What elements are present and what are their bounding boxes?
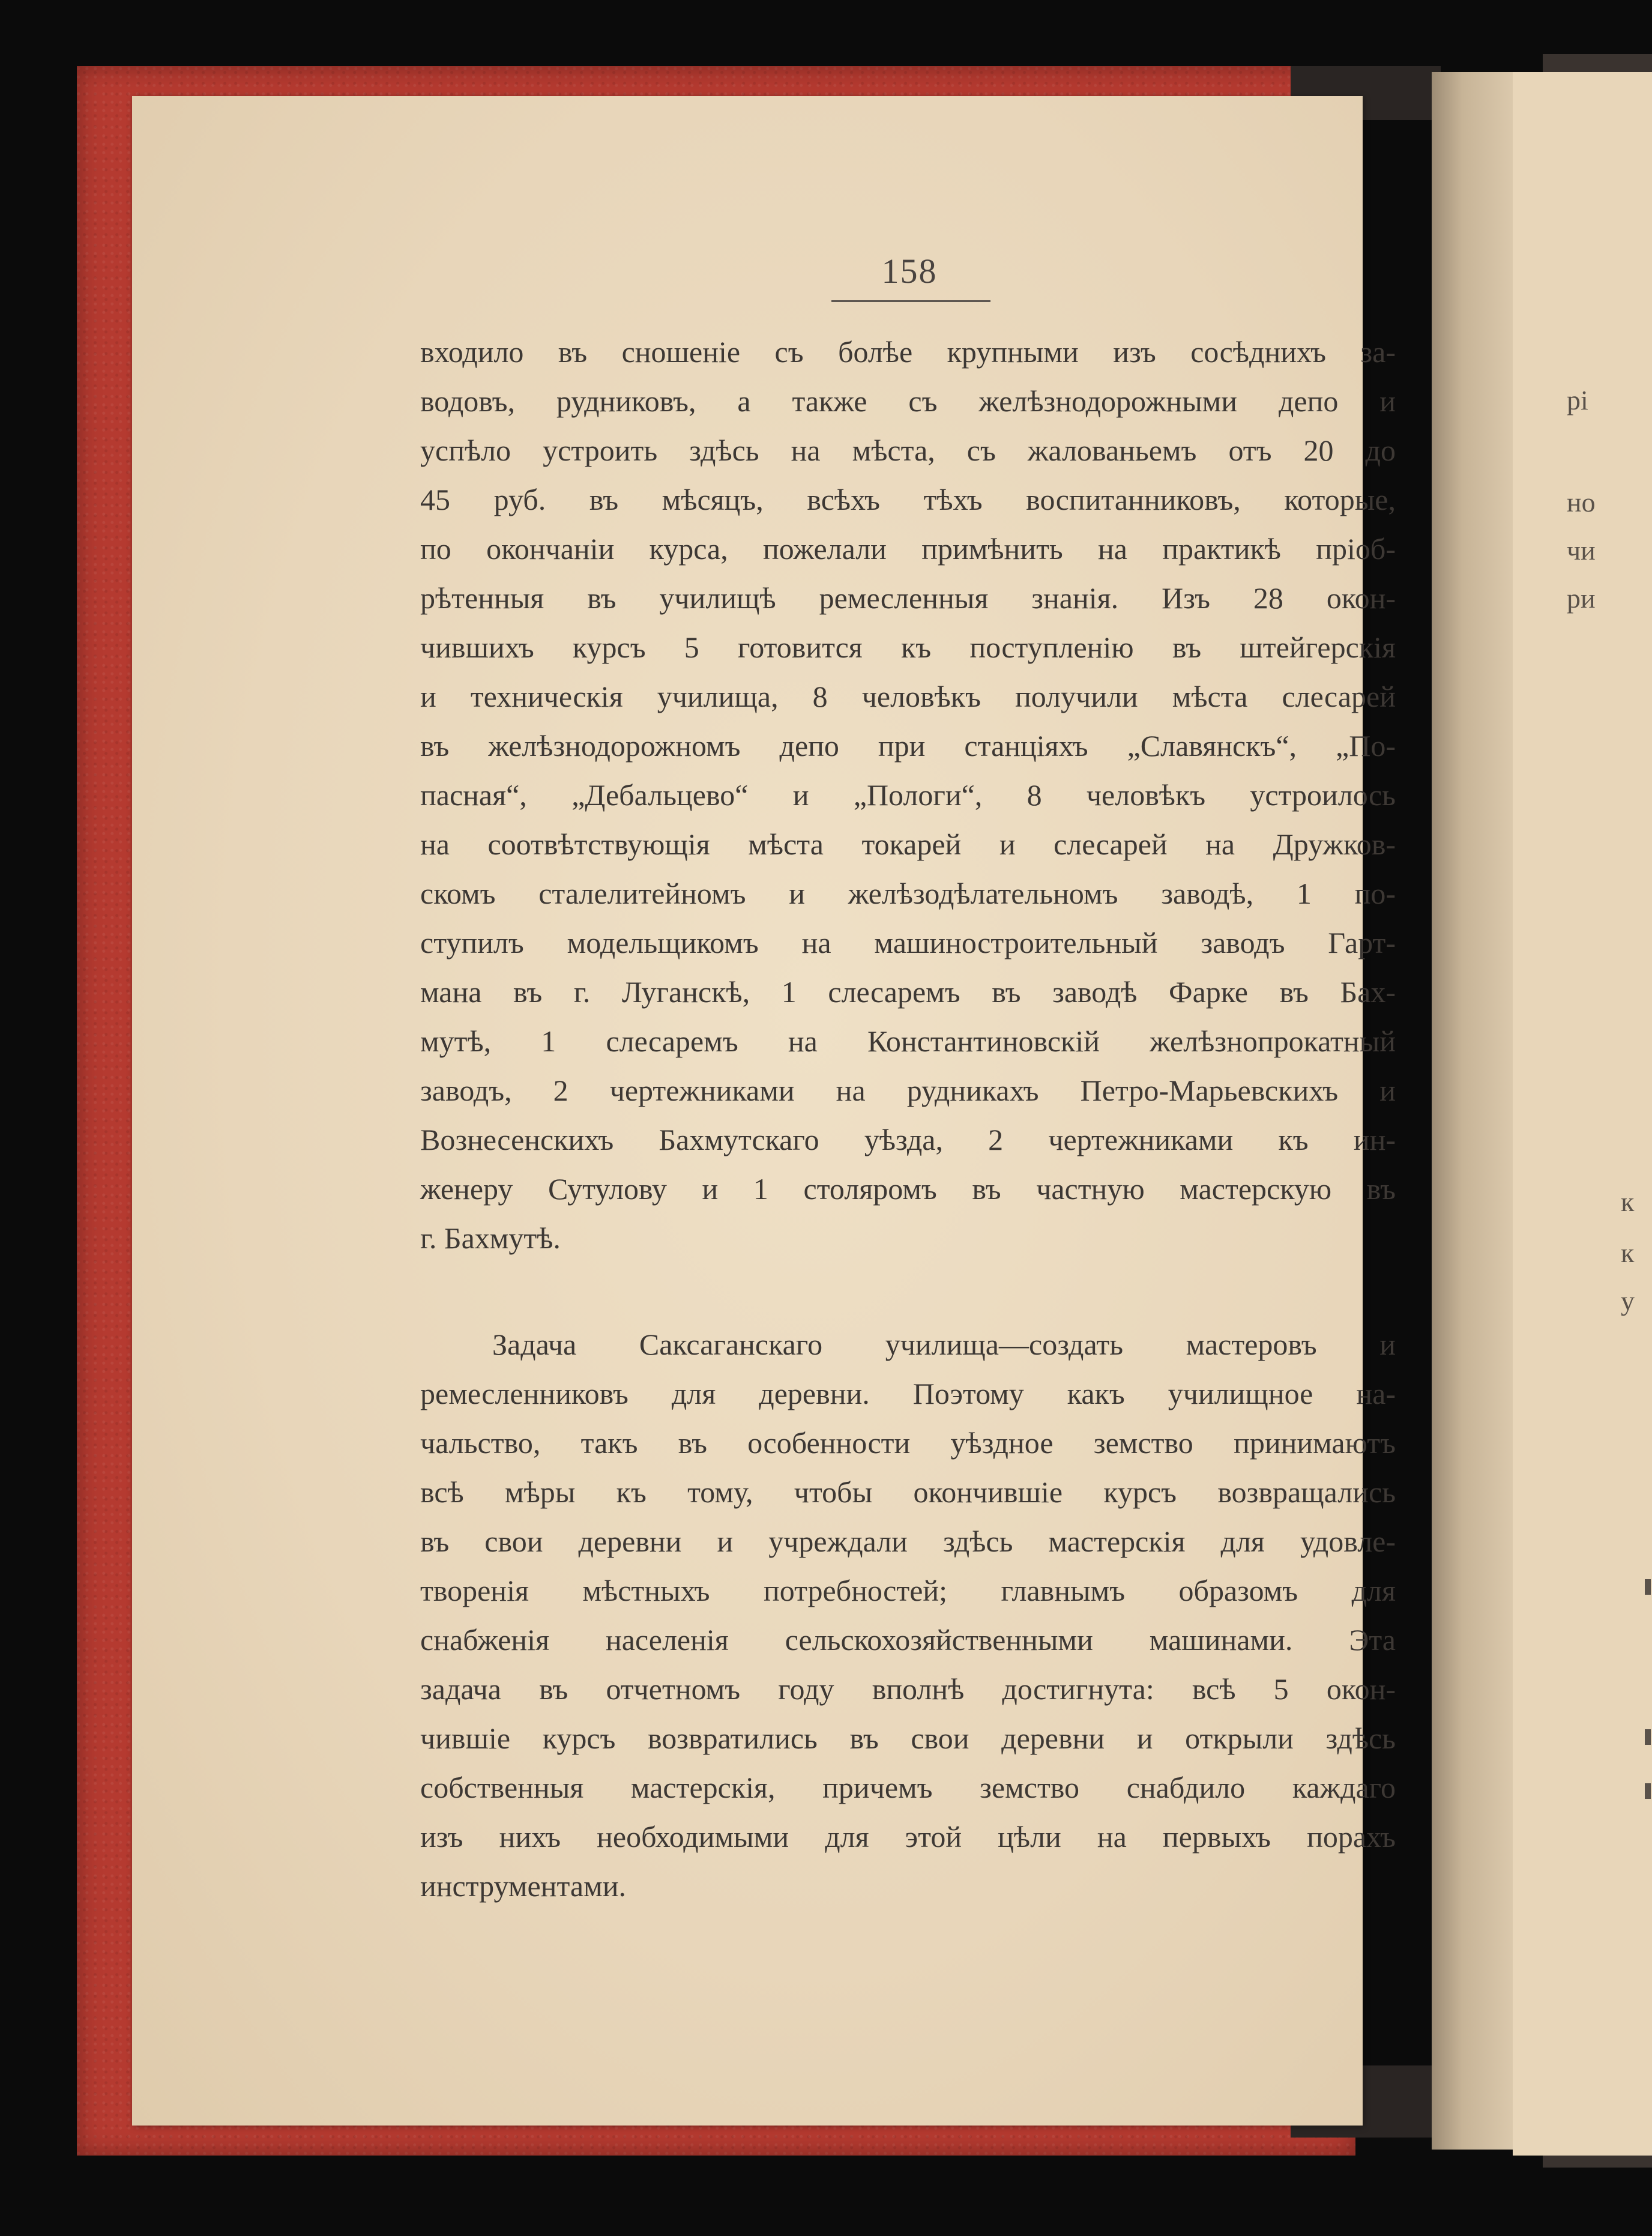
text-line: скомъ сталелитейномъ и желѣзодѣлательномъ заводѣ, 1 по- [420,877,1396,910]
paragraph-gap [420,1263,1396,1320]
text-line: изъ нихъ необходимыми для этой цѣли на первыхъ порахъ [420,1820,1396,1854]
text-line: заводъ, 2 чертежниками на рудникахъ Петро-Марьевскихъ и [420,1074,1396,1107]
facing-page-mark [1645,1783,1651,1799]
text-line: творенія мѣстныхъ потребностей; главнымъ образомъ для [420,1574,1396,1607]
text-line: собственныя мастерскія, причемъ земство снабдило каждаго [420,1771,1396,1804]
text-line: въ желѣзнодорожномъ депо при станціяхъ „Славянскъ“, „По- [420,729,1396,763]
text-line: пасная“, „Дебальцево“ и „Пологи“, 8 человѣкъ устроилось [420,778,1396,812]
paragraph-1 [420,327,1396,1263]
text-line: рѣтенныя въ училищѣ ремесленныя знанія. Изъ 28 окон- [420,581,1396,615]
text-line: успѣло устроить здѣсь на мѣста, съ жалованьемъ отъ 20 до [420,434,1396,467]
facing-page-fragment: но [1567,487,1596,518]
facing-page-mark [1645,1579,1651,1595]
facing-page-fragment: рі [1567,385,1588,415]
page-number-rule [831,300,990,302]
text-line: ступилъ модельщикомъ на машиностроительный заводъ Гарт- [420,926,1396,959]
text-line: женеру Сутулову и 1 столяромъ въ частную мастерскую въ [420,1172,1396,1206]
text-line: всѣ мѣры къ тому, чтобы окончившіе курсъ возвращались [420,1475,1396,1509]
facing-page-fragment: ри [1567,583,1596,614]
text-line: ремесленниковъ для деревни. Поэтому какъ училищное на- [420,1377,1396,1410]
text-line: Вознесенскихъ Бахмутскаго уѣзда, 2 чертежниками къ ин- [420,1123,1396,1156]
text-line: въ свои деревни и учреждали здѣсь мастерскія для удовле- [420,1524,1396,1558]
text-line: Задача Саксаганскаго училища—создать мастеровъ и [492,1328,1396,1361]
text-line: на соотвѣтствующія мѣста токарей и слесарей на Дружков- [420,827,1396,861]
text-line: задача въ отчетномъ году вполнѣ достигнута: всѣ 5 окон- [420,1672,1396,1706]
text-line: г. Бахмутѣ. [420,1221,561,1255]
text-line: чившихъ курсъ 5 готовится къ поступленію въ штейгерскія [420,630,1396,664]
text-line: 45 руб. въ мѣсяцъ, всѣхъ тѣхъ воспитанниковъ, которые, [420,483,1396,516]
page-body-text [420,327,1396,1911]
page-number: 158 [881,252,938,291]
text-line: входило въ сношеніе съ болѣе крупными изъ сосѣднихъ за- [420,335,1396,369]
facing-page-mark [1645,1729,1651,1745]
facing-page-fragment: у [1621,1286,1635,1316]
text-line: чальство, такъ въ особенности уѣздное земство принимаютъ [420,1426,1396,1460]
paragraph-2 [420,1320,1396,1911]
text-line: инструментами. [420,1869,626,1903]
facing-page-fragment: к [1621,1186,1635,1217]
facing-page-fragment: к [1621,1237,1635,1268]
text-line: чившіе курсъ возвратились въ свои деревни и открыли здѣсь [420,1721,1396,1755]
text-line: мутѣ, 1 слесаремъ на Константиновскій желѣзнопрокатный [420,1024,1396,1058]
text-line: снабженія населенія сельскохозяйственными машинами. Эта [420,1623,1396,1657]
text-line: водовъ, рудниковъ, а также съ желѣзнодорожными депо и [420,384,1396,418]
text-line: мана въ г. Луганскѣ, 1 слесаремъ въ заводѣ Фарке въ Бах- [420,975,1396,1009]
facing-page-fragment: чи [1567,535,1596,566]
text-line: и техническія училища, 8 человѣкъ получили мѣста слесарей [420,680,1396,713]
text-line: по окончаніи курса, пожелали примѣнить на практикѣ пріоб- [420,532,1396,566]
